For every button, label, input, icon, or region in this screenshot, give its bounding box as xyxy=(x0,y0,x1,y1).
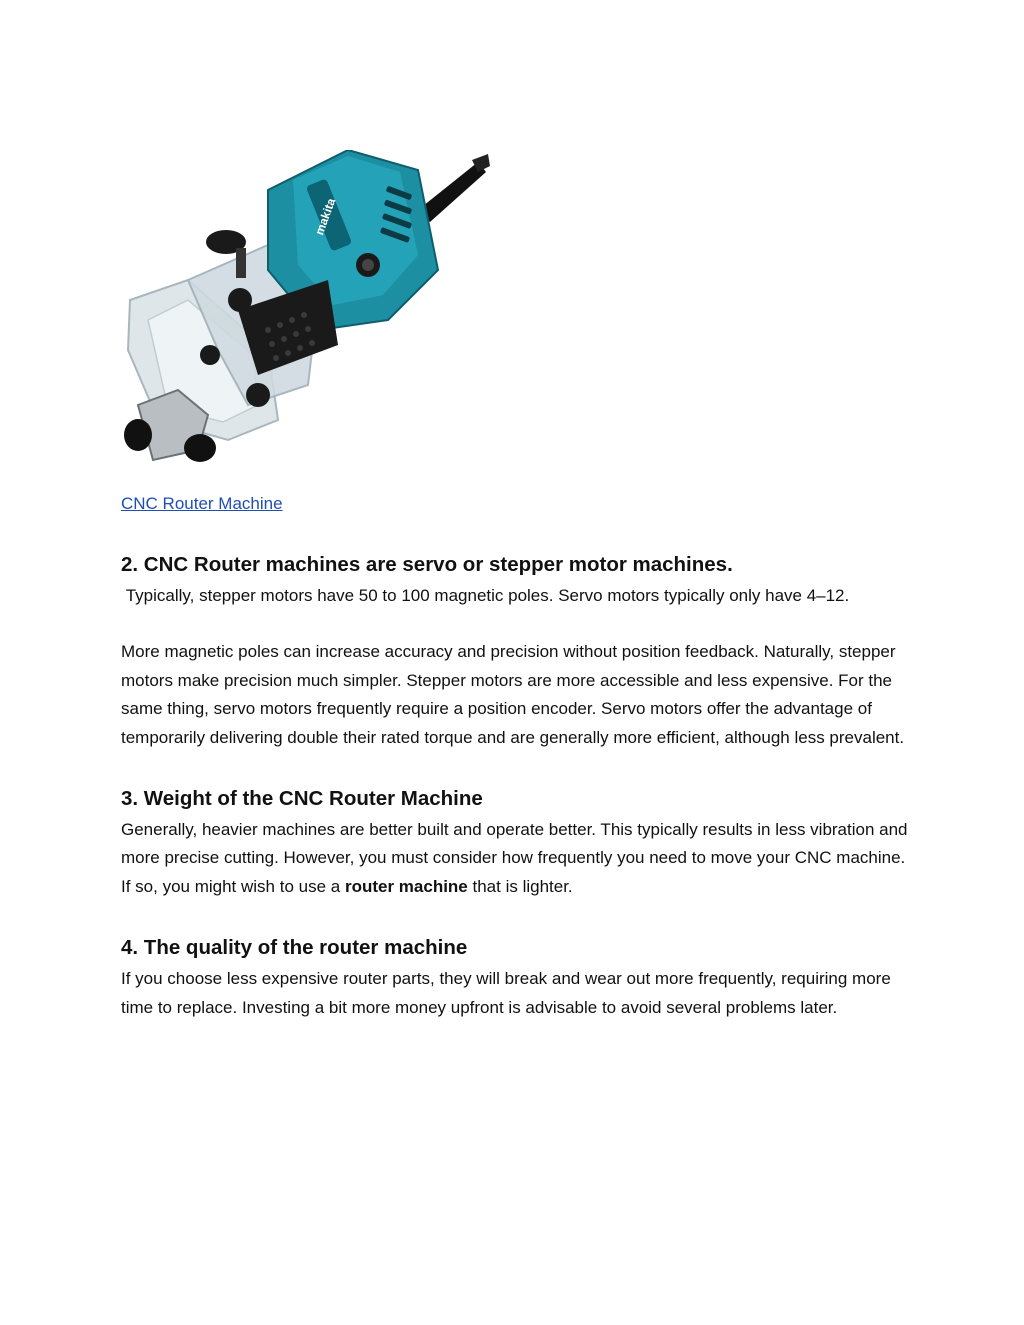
section-heading: 4. The quality of the router machine xyxy=(121,936,468,960)
section-servo-stepper xyxy=(121,550,911,752)
section-weight xyxy=(121,784,911,901)
section-paragraph: More magnetic poles can increase accuracy and precision without position feedback. Naturally, stepper motors make precision much simpler. Stepper motors are more accessible and less expensive. For the same thing, servo motors frequently require a position encoder. Servo motors offer the advantage of temporarily delivering double their rated torque and are generally more efficient, although less prevalent. xyxy=(121,642,905,747)
paragraph-text: that is lighter. xyxy=(467,876,573,896)
bold-keyword: router machine xyxy=(344,876,468,896)
section-paragraph: Typically, stepper motors have 50 to 100 magnetic poles. Servo motors typically only have 4–12. xyxy=(121,586,850,605)
makita-logo: makita xyxy=(312,196,339,237)
cnc-router-machine-link[interactable]: CNC Router Machine xyxy=(121,494,283,513)
section-heading: 2. CNC Router machines are servo or stepper motor machines. xyxy=(121,553,733,576)
article-content xyxy=(121,550,911,1022)
section-paragraph: If you choose less expensive router parts, they will break and wear out more frequently, requiring more time to replace. Investing a bit more money upfront is advisable to avoid several problems later. xyxy=(121,969,891,1017)
router-machine-image xyxy=(118,150,494,470)
section-paragraph xyxy=(121,816,911,901)
section-heading: 3. Weight of the CNC Router Machine xyxy=(121,787,483,811)
paragraph-text: Generally, heavier machines are better built and operate better. This typically results in less vibration and more precise cutting. However, you must consider how frequently you need to move your CNC machine. If so, you might wish to use a xyxy=(121,820,908,896)
section-quality xyxy=(121,933,911,1022)
